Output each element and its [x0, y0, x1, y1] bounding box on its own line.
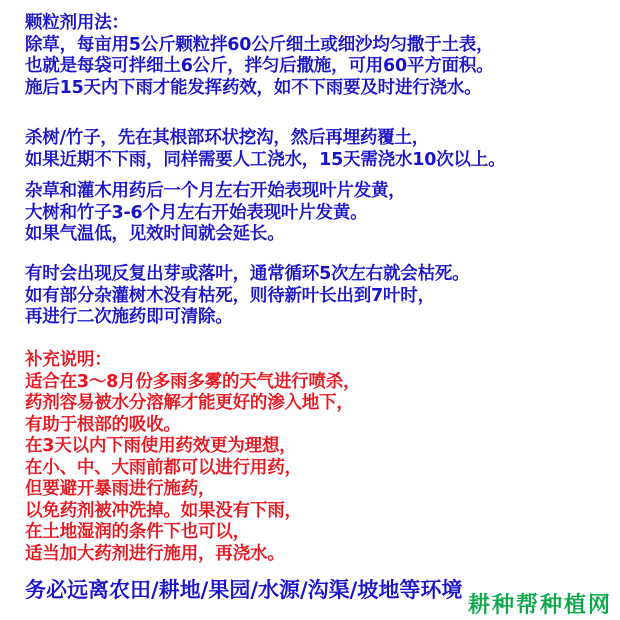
- supplement-section: [25, 350, 360, 565]
- effect-timing-section: [25, 181, 406, 246]
- text-line: 如果近期不下雨，同样需要人工浇水，15天需浇水10次以上。: [25, 149, 506, 170]
- text-line: 施后15天内下雨才能发挥药效，如不下雨要及时进行浇水。: [25, 77, 482, 98]
- section-heading: 补充说明：: [25, 350, 112, 370]
- site-watermark: 耕种帮种植网: [466, 588, 614, 619]
- text-line: 适当加大药剂进行施用，再浇水。: [25, 543, 285, 564]
- text-line: 有时会出现反复出芽或落叶，通常循环5次左右就会枯死。: [25, 264, 470, 284]
- usage-section: [25, 13, 493, 99]
- text-line: 在土地湿润的条件下也可以，: [25, 522, 250, 542]
- tree-bamboo-section: [25, 128, 505, 171]
- text-line: 杂草和灌木用药后一个月左右开始表现叶片发黄，: [25, 181, 406, 201]
- warning-note: 务必远离农田/耕地/果园/水源/沟渠/坡地等环境: [25, 578, 463, 602]
- text-line: 如有部分杂灌树木没有枯死，则待新叶长出到7叶时，: [25, 285, 435, 306]
- text-line: 以免药剂被冲洗掉。如果没有下雨，: [25, 500, 302, 521]
- text-line: 有助于根部的吸收。: [25, 414, 181, 435]
- text-line: 适合在3～8月份多雨多雾的天气进行喷杀，: [25, 371, 361, 392]
- text-line: 也就是每袋可拌细土6公斤，拌匀后撒施，可用60平方面积。: [25, 56, 494, 76]
- text-line: 大树和竹子3-6个月左右开始表现叶片发黄。: [25, 202, 368, 223]
- text-line: 如果气温低，见效时间就会延长。: [25, 224, 285, 244]
- text-line: 除草，每亩用5公斤颗粒拌60公斤细土或细沙均匀撒于土表，: [25, 34, 494, 55]
- text-line: 再进行二次施药即可清除。: [25, 307, 233, 327]
- text-line: 但要避开暴雨进行施药，: [25, 479, 216, 499]
- section-heading: 颗粒剂用法：: [25, 13, 129, 33]
- text-line: 在小、中、大雨前都可以进行用药，: [25, 457, 302, 478]
- text-line: 在3天以内下雨使用药效更为理想，: [25, 436, 297, 456]
- text-line: 杀树/竹子，先在其根部环状挖沟，然后再埋药覆土，: [25, 128, 430, 148]
- text-line: 药剂容易被水分溶解才能更好的渗入地下，: [25, 393, 354, 413]
- regrowth-section: [25, 264, 469, 329]
